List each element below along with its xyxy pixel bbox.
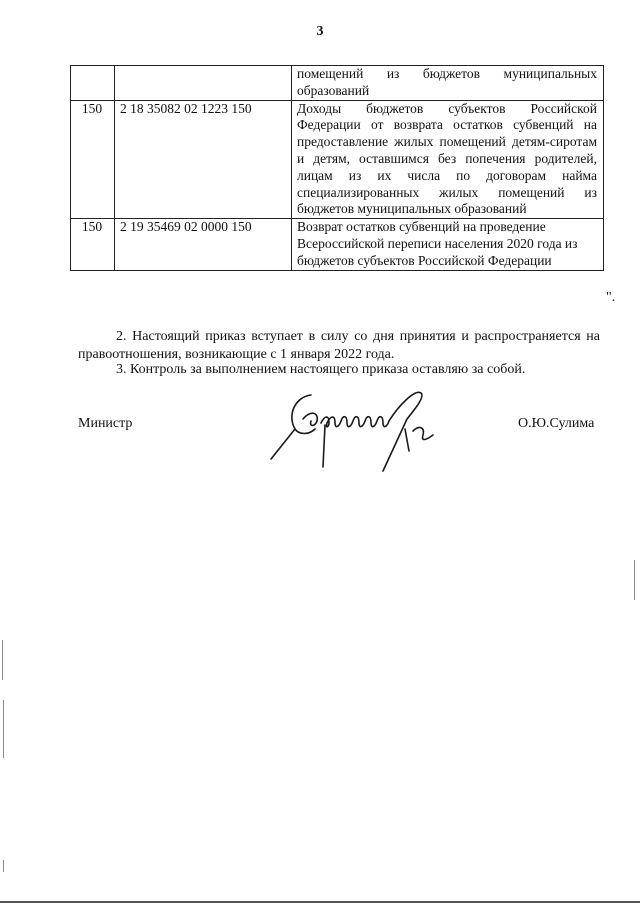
signer-name: О.Ю.Сулима xyxy=(518,416,595,431)
scan-edge-mark xyxy=(634,560,635,600)
scan-bottom-edge xyxy=(0,901,640,903)
row-number: 150 xyxy=(71,219,115,270)
scan-edge-mark xyxy=(3,700,4,758)
table-row xyxy=(71,100,604,219)
row-number xyxy=(71,66,115,101)
paragraph-effective-date: 2. Настоящий приказ вступает в силу со дня принятия и распространяется на правоотношения, возникающие с 1 января 2022 года. xyxy=(78,329,600,362)
row-number: 150 xyxy=(71,100,115,219)
table-row xyxy=(71,66,604,101)
budget-code: 2 18 35082 02 1223 150 xyxy=(115,100,292,219)
closing-quote: ". xyxy=(606,290,616,305)
budget-code-description: Возврат остатков субвенций на проведение Всероссийской переписи населения 2020 года из бюджетов субъектов Российской Федерации xyxy=(292,219,604,270)
scan-edge-mark xyxy=(3,860,4,872)
budget-code-description: Доходы бюджетов субъектов Российской Федерации от возврата остатков субвенций на предоставление жилых помещений детям-сиротам и детям, оставшимся без попечения родителей, лицам из их числа по договорам найма специализированных жилых помещений из бюджетов муниципальных образований xyxy=(292,100,604,219)
page-number: 3 xyxy=(316,24,324,39)
scan-edge-mark xyxy=(2,640,3,680)
budget-code: 2 19 35469 02 0000 150 xyxy=(115,219,292,270)
table-row xyxy=(71,219,604,270)
paragraph-control: 3. Контроль за выполнением настоящего приказа оставляю за собой. xyxy=(116,362,526,377)
signer-title: Министр xyxy=(78,416,133,431)
budget-code xyxy=(115,66,292,101)
budget-code-description: помещений из бюджетов муниципальных образований xyxy=(292,66,604,101)
signature-icon xyxy=(265,385,465,475)
budget-codes-table xyxy=(70,65,604,271)
